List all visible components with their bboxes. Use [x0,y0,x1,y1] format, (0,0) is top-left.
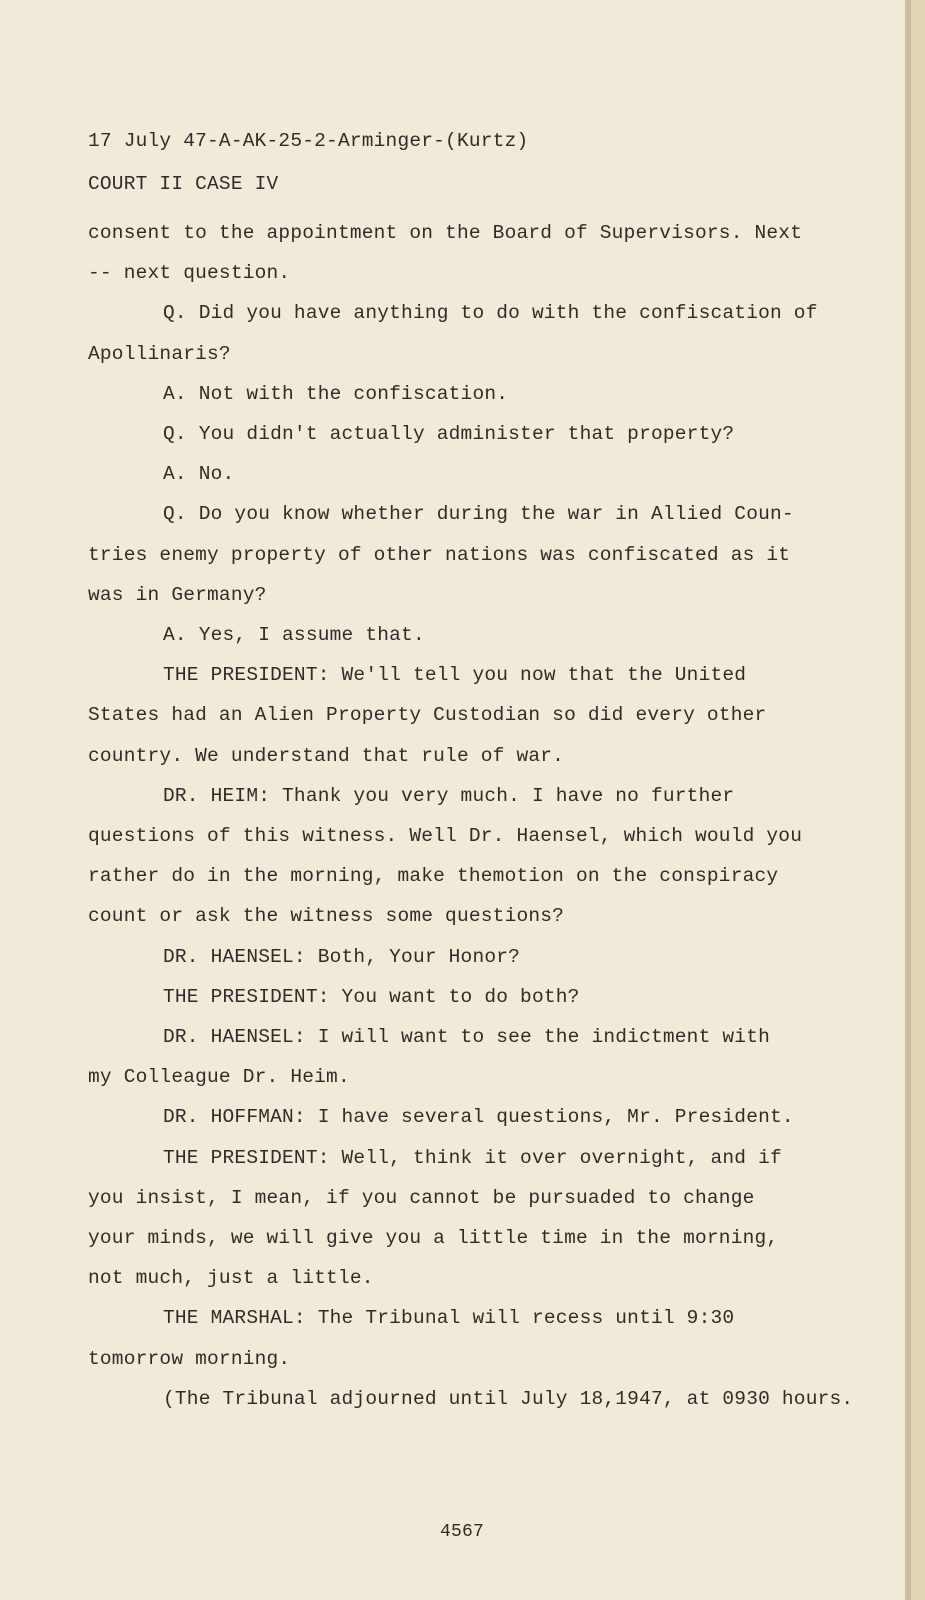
transcript-line: A. Yes, I assume that. [163,624,425,646]
transcript-line: THE PRESIDENT: Well, think it over overnight, and if [163,1146,782,1169]
transcript-line: consent to the appointment on the Board of Supervisors. Next [88,222,803,244]
transcript-line: you insist, I mean, if you cannot be pursuaded to change [88,1186,755,1209]
transcript-line: DR. HEIM: Thank you very much. I have no further [163,784,735,807]
transcript-line: not much, just a little. [88,1267,374,1290]
transcript-line: rather do in the morning, make themotion on the conspiracy [88,865,779,888]
transcript-line: States had an Alien Property Custodian so did every other [88,704,767,727]
transcript-line: tomorrow morning. [88,1347,291,1370]
transcript-line: A. Not with the confiscation. [163,382,509,405]
transcript-line: questions of this witness. Well Dr. Haensel, which would you [88,825,803,847]
transcript-line: DR. HAENSEL: Both, Your Honor? [163,945,521,968]
transcript-line: Q. Did you have anything to do with the confiscation of [163,302,818,325]
transcript-line: THE PRESIDENT: You want to do both? [163,985,580,1008]
transcript-line: tries enemy property of other nations was confiscated as it [88,543,791,566]
transcript-line: country. We understand that rule of war. [88,744,565,767]
transcript-line: was in Germany? [88,583,267,606]
transcript-line: THE MARSHAL: The Tribunal will recess until 9:30 [163,1307,735,1330]
transcript-line: (The Tribunal adjourned until July 18,1947, at 0930 hours. [163,1387,854,1410]
transcript-line: -- next question. [88,262,291,285]
header-court-case: COURT II CASE IV [88,173,279,195]
page-number: 4567 [440,1522,485,1542]
transcript-line: A. No. [163,463,235,486]
transcript-line: Q. You didn't actually administer that property? [163,423,735,445]
transcript-line: DR. HOFFMAN: I have several questions, Mr. President. [163,1106,794,1129]
transcript-line: DR. HAENSEL: I will want to see the indictment with [163,1026,770,1048]
transcript-line: your minds, we will give you a little time in the morning, [88,1227,779,1249]
transcript-line: THE PRESIDENT: We'll tell you now that the United [163,664,747,687]
transcript-line: Apollinaris? [88,342,231,365]
page-edge [905,0,911,1600]
transcript-line: count or ask the witness some questions? [88,905,565,928]
transcript-line: Q. Do you know whether during the war in Allied Coun- [163,503,794,526]
header-reference: 17 July 47-A-AK-25-2-Arminger-(Kurtz) [88,130,529,152]
transcript-line: my Colleague Dr. Heim. [88,1066,350,1089]
